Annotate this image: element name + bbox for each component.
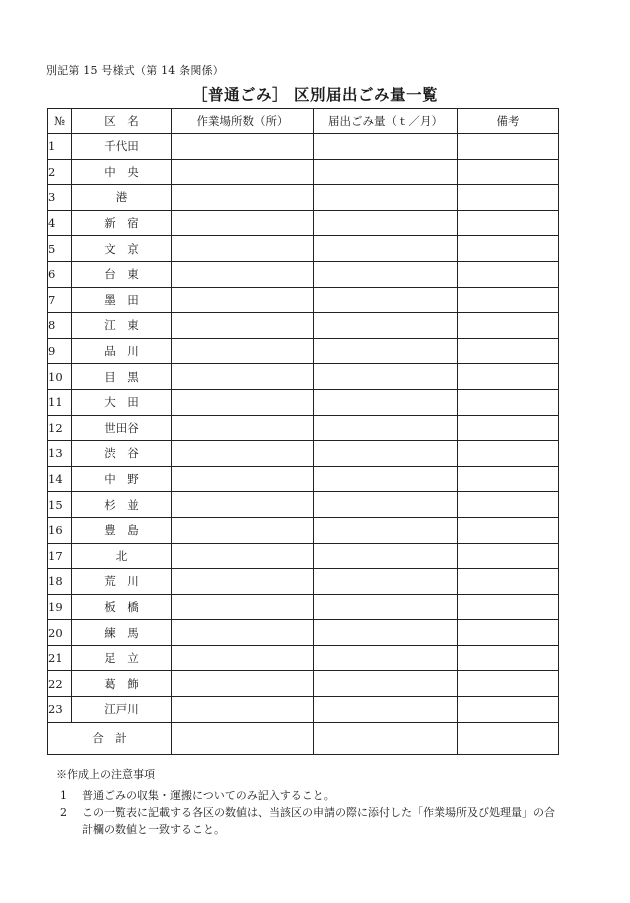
amount-cell[interactable] bbox=[314, 492, 458, 518]
table-row bbox=[48, 543, 559, 569]
total-label: 合 計 bbox=[48, 722, 172, 754]
row-number: 19 bbox=[48, 594, 72, 620]
amount-cell[interactable] bbox=[314, 185, 458, 211]
remarks-cell[interactable] bbox=[458, 159, 559, 185]
row-number: 2 bbox=[48, 159, 72, 185]
amount-cell[interactable] bbox=[314, 645, 458, 671]
work-sites-cell[interactable] bbox=[172, 364, 314, 390]
header-remarks: 備考 bbox=[458, 109, 559, 134]
remarks-cell[interactable] bbox=[458, 594, 559, 620]
row-number: 7 bbox=[48, 287, 72, 313]
work-sites-cell[interactable] bbox=[172, 492, 314, 518]
ward-name: 荒 川 bbox=[72, 569, 172, 595]
row-number: 5 bbox=[48, 236, 72, 262]
amount-cell[interactable] bbox=[314, 517, 458, 543]
table-row bbox=[48, 159, 559, 185]
row-number: 17 bbox=[48, 543, 72, 569]
note-text-continuation: 計欄の数値と一致すること。 bbox=[82, 823, 225, 836]
table-row bbox=[48, 338, 559, 364]
ward-name: 港 bbox=[72, 185, 172, 211]
total-work-sites-cell[interactable] bbox=[172, 722, 314, 754]
amount-cell[interactable] bbox=[314, 441, 458, 467]
table-row bbox=[48, 441, 559, 467]
work-sites-cell[interactable] bbox=[172, 134, 314, 160]
ward-name: 世田谷 bbox=[72, 415, 172, 441]
amount-cell[interactable] bbox=[314, 697, 458, 723]
total-row bbox=[48, 722, 559, 754]
notes-heading: ※作成上の注意事項 bbox=[56, 768, 155, 781]
remarks-cell[interactable] bbox=[458, 697, 559, 723]
remarks-cell[interactable] bbox=[458, 441, 559, 467]
remarks-cell[interactable] bbox=[458, 543, 559, 569]
table-row bbox=[48, 415, 559, 441]
ward-name: 江 東 bbox=[72, 313, 172, 339]
remarks-cell[interactable] bbox=[458, 415, 559, 441]
row-number: 11 bbox=[48, 389, 72, 415]
table-row bbox=[48, 210, 559, 236]
row-number: 3 bbox=[48, 185, 72, 211]
amount-cell[interactable] bbox=[314, 569, 458, 595]
total-amount-cell[interactable] bbox=[314, 722, 458, 754]
remarks-cell[interactable] bbox=[458, 466, 559, 492]
remarks-cell[interactable] bbox=[458, 236, 559, 262]
ward-name: 葛 飾 bbox=[72, 671, 172, 697]
ward-name: 江戸川 bbox=[72, 697, 172, 723]
table-row bbox=[48, 236, 559, 262]
work-sites-cell[interactable] bbox=[172, 671, 314, 697]
row-number: 1 bbox=[48, 134, 72, 160]
amount-cell[interactable] bbox=[314, 543, 458, 569]
work-sites-cell[interactable] bbox=[172, 287, 314, 313]
work-sites-cell[interactable] bbox=[172, 389, 314, 415]
row-number: 9 bbox=[48, 338, 72, 364]
amount-cell[interactable] bbox=[314, 313, 458, 339]
table-row bbox=[48, 645, 559, 671]
work-sites-cell[interactable] bbox=[172, 313, 314, 339]
table-row bbox=[48, 389, 559, 415]
amount-cell[interactable] bbox=[314, 287, 458, 313]
remarks-cell[interactable] bbox=[458, 389, 559, 415]
ward-name: 杉 並 bbox=[72, 492, 172, 518]
row-number: 6 bbox=[48, 261, 72, 287]
work-sites-cell[interactable] bbox=[172, 517, 314, 543]
header-ward: 区 名 bbox=[72, 109, 172, 134]
table-header-row bbox=[48, 109, 559, 134]
work-sites-cell[interactable] bbox=[172, 236, 314, 262]
remarks-cell[interactable] bbox=[458, 287, 559, 313]
note-text: この一覧表に記載する各区の数値は、当該区の申請の際に添付した「作業場所及び処理量」の合 bbox=[82, 806, 555, 819]
amount-cell[interactable] bbox=[314, 620, 458, 646]
remarks-cell[interactable] bbox=[458, 620, 559, 646]
work-sites-cell[interactable] bbox=[172, 620, 314, 646]
row-number: 12 bbox=[48, 415, 72, 441]
table-row bbox=[48, 287, 559, 313]
table-row bbox=[48, 517, 559, 543]
amount-cell[interactable] bbox=[314, 389, 458, 415]
table-row bbox=[48, 185, 559, 211]
row-number: 14 bbox=[48, 466, 72, 492]
work-sites-cell[interactable] bbox=[172, 261, 314, 287]
amount-cell[interactable] bbox=[314, 210, 458, 236]
ward-name: 台 東 bbox=[72, 261, 172, 287]
table-row bbox=[48, 466, 559, 492]
work-sites-cell[interactable] bbox=[172, 697, 314, 723]
amount-cell[interactable] bbox=[314, 159, 458, 185]
work-sites-cell[interactable] bbox=[172, 543, 314, 569]
amount-cell[interactable] bbox=[314, 415, 458, 441]
ward-name: 豊 島 bbox=[72, 517, 172, 543]
amount-cell[interactable] bbox=[314, 364, 458, 390]
ward-name: 墨 田 bbox=[72, 287, 172, 313]
ward-name: 新 宿 bbox=[72, 210, 172, 236]
ward-name: 練 馬 bbox=[72, 620, 172, 646]
remarks-cell[interactable] bbox=[458, 134, 559, 160]
work-sites-cell[interactable] bbox=[172, 441, 314, 467]
total-remarks-cell[interactable] bbox=[458, 722, 559, 754]
amount-cell[interactable] bbox=[314, 466, 458, 492]
row-number: 8 bbox=[48, 313, 72, 339]
table-row bbox=[48, 620, 559, 646]
remarks-cell[interactable] bbox=[458, 671, 559, 697]
ward-name: 板 橋 bbox=[72, 594, 172, 620]
ward-name: 中 野 bbox=[72, 466, 172, 492]
amount-cell[interactable] bbox=[314, 338, 458, 364]
work-sites-cell[interactable] bbox=[172, 338, 314, 364]
header-no: № bbox=[48, 109, 72, 134]
remarks-cell[interactable] bbox=[458, 492, 559, 518]
header-work-sites: 作業場所数（所） bbox=[172, 109, 314, 134]
row-number: 10 bbox=[48, 364, 72, 390]
work-sites-cell[interactable] bbox=[172, 415, 314, 441]
table-row bbox=[48, 594, 559, 620]
work-sites-cell[interactable] bbox=[172, 594, 314, 620]
remarks-cell[interactable] bbox=[458, 569, 559, 595]
table-row bbox=[48, 569, 559, 595]
table-row bbox=[48, 364, 559, 390]
ward-name: 中 央 bbox=[72, 159, 172, 185]
work-sites-cell[interactable] bbox=[172, 466, 314, 492]
remarks-cell[interactable] bbox=[458, 338, 559, 364]
remarks-cell[interactable] bbox=[458, 185, 559, 211]
table-body bbox=[48, 134, 559, 755]
ward-waste-table bbox=[47, 108, 559, 755]
remarks-cell[interactable] bbox=[458, 364, 559, 390]
table-row bbox=[48, 261, 559, 287]
table-row bbox=[48, 313, 559, 339]
remarks-cell[interactable] bbox=[458, 261, 559, 287]
note-number: 2 bbox=[60, 806, 67, 819]
work-sites-cell[interactable] bbox=[172, 159, 314, 185]
work-sites-cell[interactable] bbox=[172, 210, 314, 236]
remarks-cell[interactable] bbox=[458, 517, 559, 543]
note-item bbox=[56, 804, 566, 838]
ward-name: 目 黒 bbox=[72, 364, 172, 390]
table-row bbox=[48, 697, 559, 723]
remarks-cell[interactable] bbox=[458, 645, 559, 671]
work-sites-cell[interactable] bbox=[172, 645, 314, 671]
note-item bbox=[56, 787, 566, 804]
row-number: 21 bbox=[48, 645, 72, 671]
note-text: 普通ごみの収集・運搬についてのみ記入すること。 bbox=[82, 789, 335, 802]
page-title: ［普通ごみ］ 区別届出ごみ量一覧 bbox=[192, 86, 438, 104]
row-number: 22 bbox=[48, 671, 72, 697]
remarks-cell[interactable] bbox=[458, 313, 559, 339]
note-number: 1 bbox=[60, 789, 67, 802]
amount-cell[interactable] bbox=[314, 261, 458, 287]
amount-cell[interactable] bbox=[314, 236, 458, 262]
remarks-cell[interactable] bbox=[458, 210, 559, 236]
row-number: 20 bbox=[48, 620, 72, 646]
notes-section bbox=[56, 766, 566, 838]
ward-name: 文 京 bbox=[72, 236, 172, 262]
table-row bbox=[48, 492, 559, 518]
row-number: 15 bbox=[48, 492, 72, 518]
work-sites-cell[interactable] bbox=[172, 185, 314, 211]
row-number: 23 bbox=[48, 697, 72, 723]
amount-cell[interactable] bbox=[314, 134, 458, 160]
row-number: 16 bbox=[48, 517, 72, 543]
ward-name: 渋 谷 bbox=[72, 441, 172, 467]
row-number: 4 bbox=[48, 210, 72, 236]
ward-name: 足 立 bbox=[72, 645, 172, 671]
form-number: 別記第 15 号様式（第 14 条関係） bbox=[46, 64, 224, 77]
amount-cell[interactable] bbox=[314, 671, 458, 697]
header-reported-amount: 届出ごみ量（ｔ／月） bbox=[314, 109, 458, 134]
row-number: 13 bbox=[48, 441, 72, 467]
ward-name: 大 田 bbox=[72, 389, 172, 415]
ward-name: 品 川 bbox=[72, 338, 172, 364]
work-sites-cell[interactable] bbox=[172, 569, 314, 595]
table-row bbox=[48, 671, 559, 697]
amount-cell[interactable] bbox=[314, 594, 458, 620]
row-number: 18 bbox=[48, 569, 72, 595]
table-row bbox=[48, 134, 559, 160]
ward-name: 北 bbox=[72, 543, 172, 569]
ward-name: 千代田 bbox=[72, 134, 172, 160]
